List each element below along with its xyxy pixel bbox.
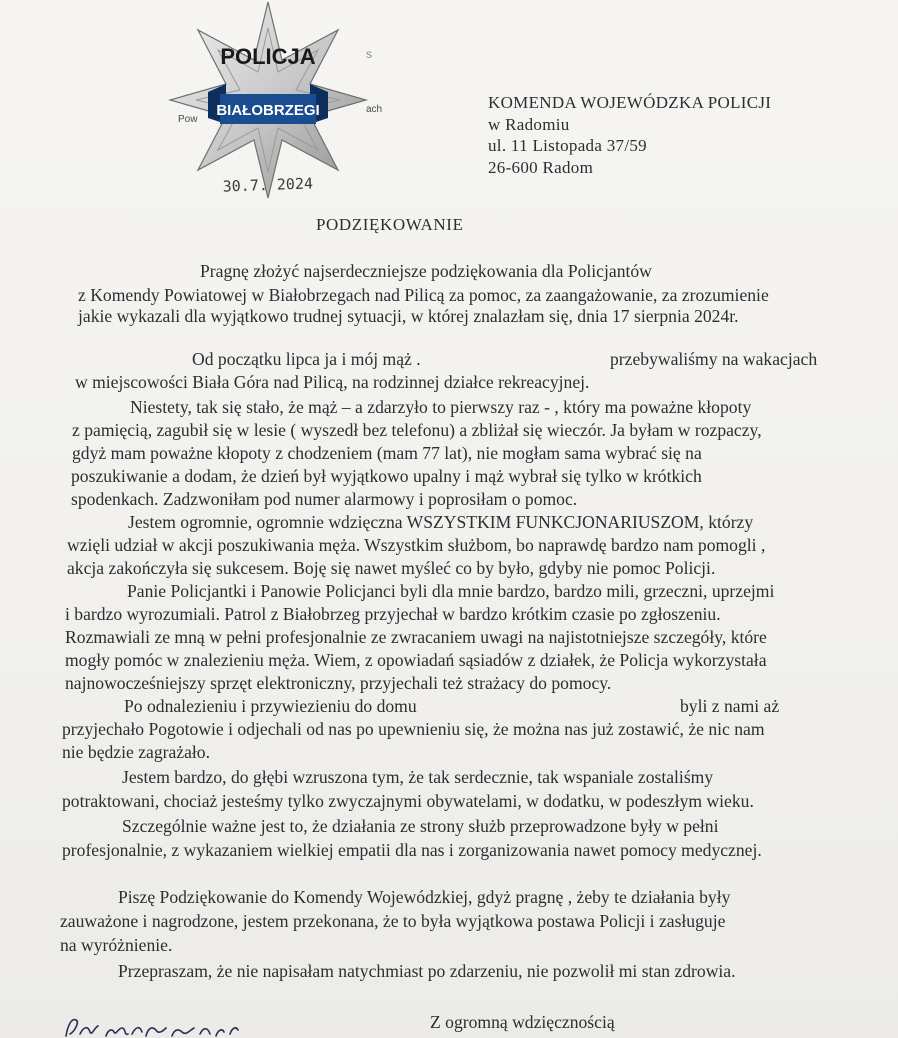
- body-line: Jestem ogromnie, ogromnie wdzięczna WSZYSTKIM FUNKCJONARIUSZOM, którzy: [128, 512, 754, 532]
- body-line: najnowocześniejszy sprzęt elektroniczny, przyjechali też strażacy do pomocy.: [65, 673, 612, 693]
- body-line: Niestety, tak się stało, że mąż – a zdarzyło to pierwszy raz - , który ma poważne kłopoty: [130, 397, 752, 417]
- body-line: akcja zakończyła się sukcesem. Boję się nawet myśleć co by było, gdyby nie pomoc Policji.: [67, 558, 716, 578]
- badge-date-stamp: 30.7. 2024: [222, 174, 314, 196]
- body-line: mogły pomóc w znalezieniu męża. Wiem, z opowiadań sąsiadów z działek, że Policja wykorzystała: [65, 650, 767, 670]
- badge-top-text: POLICJA: [220, 44, 316, 69]
- address-line: w Radomiu: [488, 114, 570, 134]
- police-badge-logo: [168, 0, 398, 205]
- body-line: poszukiwanie a dodam, że dzień był wyjątkowo upalny i mąż wybrał się tylko w krótkich: [71, 466, 702, 486]
- recipient-address: [488, 92, 771, 178]
- address-line: ul. 11 Listopada 37/59: [488, 136, 647, 155]
- body-line: Panie Policjantki i Panowie Policjanci byli dla mnie bardzo, bardzo mili, grzeczni, uprzejmi: [127, 581, 775, 601]
- body-line: potraktowani, chociaż jesteśmy tylko zwyczajnymi obywatelami, w dodatku, w podeszłym wieku.: [62, 791, 754, 811]
- body-line: przebywaliśmy na wakacjach: [610, 349, 818, 369]
- body-line: w miejscowości Biała Góra nad Pilicą, na rodzinnej działce rekreacyjnej.: [75, 372, 590, 392]
- address-line: 26-600 Radom: [488, 157, 594, 177]
- body-line: na wyróżnienie.: [60, 935, 173, 955]
- body-line: z Komendy Powiatowej w Białobrzegach nad Pilicą za pomoc, za zaangażowanie, za zrozumienie: [78, 285, 769, 305]
- body-line: i bardzo wyrozumiali. Patrol z Białobrzeg przyjechał w bardzo krótkim czasie po zgłoszeniu.: [65, 604, 721, 624]
- body-line: Jestem bardzo, do głębi wzruszona tym, że tak serdecznie, tak wspaniale zostaliśmy: [122, 767, 714, 787]
- body-line: jakie wykazali dla wyjątkowo trudnej sytuacji, w której znalazłam się, dnia 17 sierpnia 2024r.: [78, 306, 739, 326]
- body-line: Od początku lipca ja i mój mąż .: [192, 349, 421, 369]
- body-line: nie będzie zagrażało.: [62, 742, 210, 762]
- closing-line: Z ogromną wdzięcznością: [430, 1012, 615, 1032]
- body-line: Po odnalezieniu i przywiezieniu do domu: [124, 696, 417, 716]
- body-line: Przepraszam, że nie napisałam natychmiast po zdarzeniu, nie pozwolił mi stan zdrowia.: [118, 961, 736, 981]
- body-line: Piszę Podziękowanie do Komendy Wojewódzkiej, gdyż pragnę , żeby te działania były: [118, 887, 731, 907]
- body-line: spodenkach. Zadzwoniłam pod numer alarmowy i poprosiłam o pomoc.: [71, 489, 578, 509]
- address-line: KOMENDA WOJEWÓDZKA POLICJI: [488, 93, 772, 112]
- body-line: Szczególnie ważne jest to, że działania ze strony służb przeprowadzone były w pełni: [122, 816, 719, 836]
- body-line: z pamięcią, zagubił się w lesie ( wyszedł bez telefonu) a zbliżał się wieczór. Ja byłam w rozpaczy,: [72, 420, 762, 440]
- body-line: gdyż mam poważne kłopoty z chodzeniem (mam 77 lat), nie mogłam sama wybrać się na: [72, 443, 702, 463]
- body-line: profesjonalnie, z wykazaniem wielkiej empatii dla nas i zorganizowania nawet pomocy medycznej.: [62, 840, 762, 860]
- body-line: przyjechało Pogotowie i odjechali od nas po upewnieniu się, że można nas już zostawić, że nic nam: [62, 719, 765, 739]
- body-line: Pragnę złożyć najserdeczniejsze podziękowania dla Policjantów: [200, 261, 652, 281]
- body-line: byli z nami aż: [680, 696, 780, 716]
- badge-right-fragment: ach: [366, 104, 383, 115]
- body-line: Rozmawiali ze mną w pełni profesjonalnie ze zwracaniem uwagi na najistotniejsze szczegóły, które: [65, 627, 767, 647]
- body-line: zauważone i nagrodzone, jestem przekonana, że to była wyjątkowa postawa Policji i zasługuje: [60, 911, 726, 931]
- badge-ribbon-text: BIAŁOBRZEGI: [216, 102, 320, 119]
- badge-top-right-fragment: s: [366, 47, 372, 61]
- letter-title: PODZIĘKOWANIE: [316, 215, 464, 234]
- handwritten-signature: [62, 1014, 282, 1038]
- body-line: wzięli udział w akcji poszukiwania męża. Wszystkim służbom, bo naprawdę bardzo nam pomogli ,: [67, 535, 766, 555]
- badge-left-fragment: Pow: [178, 114, 198, 125]
